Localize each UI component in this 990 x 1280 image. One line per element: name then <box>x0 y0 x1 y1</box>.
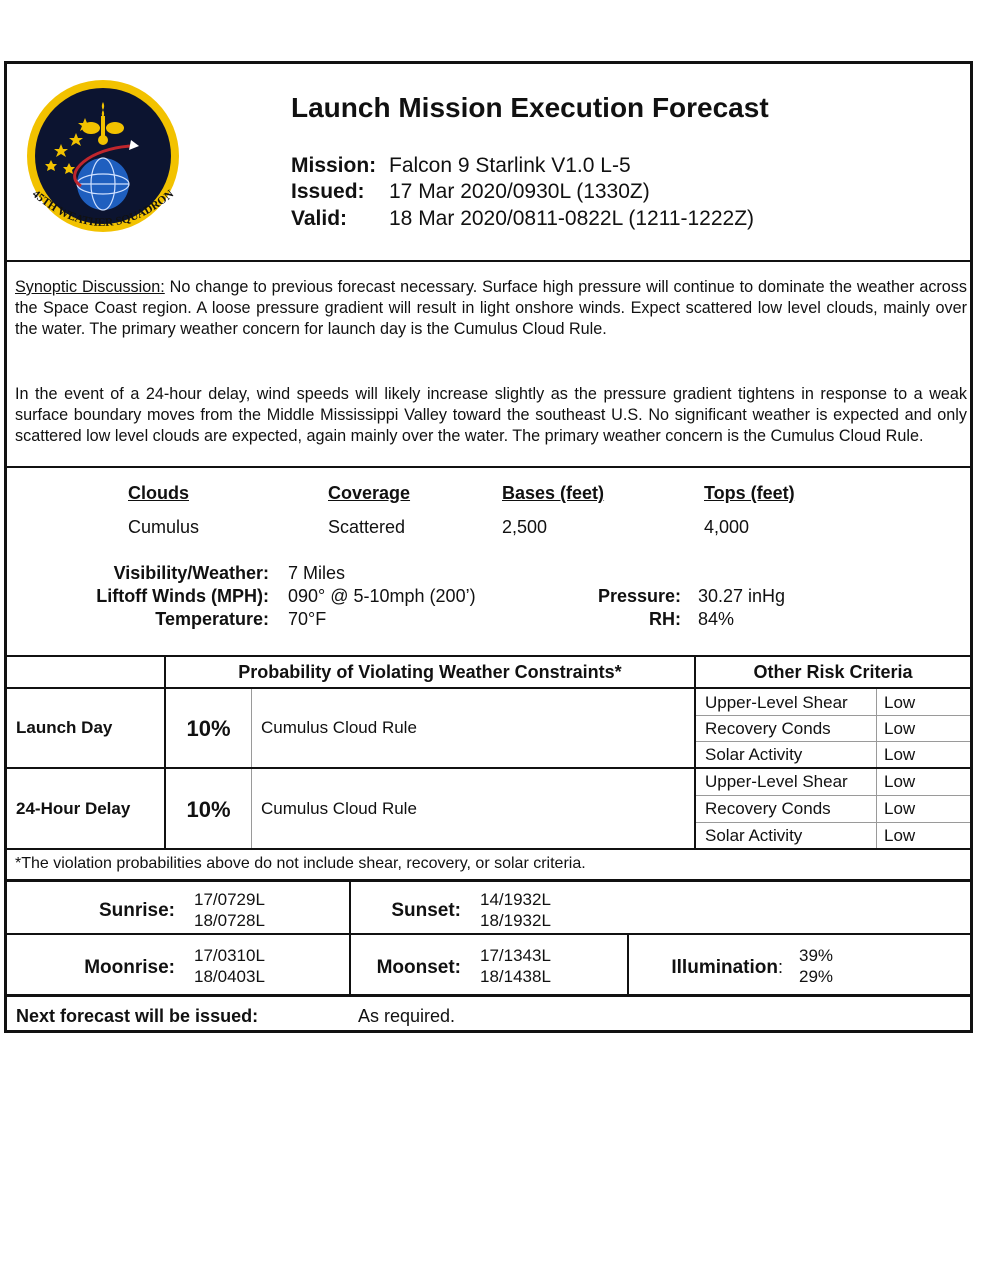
divider <box>7 879 970 882</box>
risk-level: Low <box>884 693 916 712</box>
risk-name: Solar Activity <box>705 745 803 764</box>
other-risk-header: Other Risk Criteria <box>753 662 913 682</box>
winds-value: 090° @ 5-10mph (200’) <box>288 586 476 606</box>
probability-header: Probability of Violating Weather Constraints* <box>238 662 622 682</box>
rh-value: 84% <box>698 609 735 629</box>
next-forecast-value: As required. <box>358 1006 456 1026</box>
discussion-paragraph-1: No change to previous forecast necessary. Surface high pressure will continue to dominate the weather across the Space Coast region. A loose pressure gradient will result in light onshore winds. Expect scattered low level clouds, mainly over the water. The primary weather concern for launch day is the Cumulus Cloud Rule. <box>15 278 967 338</box>
probability-footnote: *The violation probabilities above do not include shear, recovery, or solar criteria. <box>15 855 586 872</box>
valid-label: Valid: <box>291 207 348 230</box>
divider <box>696 715 970 716</box>
winds-label: Liftoff Winds (MPH): <box>96 586 269 606</box>
visibility-value: 7 Miles <box>288 563 346 583</box>
issued-label: Issued: <box>291 180 365 203</box>
illumination-label: Illumination <box>671 957 778 978</box>
cloud-coverage: Scattered <box>328 517 406 537</box>
risk-level: Low <box>884 826 916 845</box>
illumination-day-1: 39% <box>799 946 834 965</box>
mission-label: Mission: <box>291 154 377 177</box>
discussion-label: Synoptic Discussion: <box>15 278 165 296</box>
sunrise-day-2: 18/0728L <box>194 911 265 930</box>
visibility-label: Visibility/Weather: <box>113 563 269 583</box>
divider <box>349 881 351 994</box>
divider <box>7 655 970 657</box>
delay-percent: 10% <box>186 797 231 822</box>
issued-value: 17 Mar 2020/0930L (1330Z) <box>389 180 650 203</box>
risk-name: Solar Activity <box>705 826 803 845</box>
delay-rule: Cumulus Cloud Rule <box>261 799 417 818</box>
moonrise-day-1: 17/0310L <box>194 946 265 965</box>
risk-name: Upper-Level Shear <box>705 693 848 712</box>
pressure-value: 30.27 inHg <box>698 586 786 606</box>
divider <box>7 767 970 769</box>
launch-day-label: Launch Day <box>16 718 113 737</box>
divider <box>7 848 970 850</box>
divider <box>7 687 970 689</box>
risk-name: Recovery Conds <box>705 719 831 738</box>
launch-day-percent: 10% <box>186 716 231 741</box>
divider <box>696 795 970 796</box>
valid-value: 18 Mar 2020/0811-0822L (1211-1222Z) <box>389 207 755 230</box>
divider <box>696 822 970 823</box>
sunset-day-2: 18/1932L <box>480 911 551 930</box>
risk-name: Upper-Level Shear <box>705 772 848 791</box>
launch-day-rule: Cumulus Cloud Rule <box>261 718 417 737</box>
illumination-label-group <box>637 957 783 979</box>
cloud-tops: 4,000 <box>704 517 750 537</box>
coverage-header: Coverage <box>328 483 411 503</box>
cloud-type: Cumulus <box>128 517 200 537</box>
sunset-label: Sunset: <box>391 900 461 921</box>
risk-level: Low <box>884 799 916 818</box>
illumination-values <box>799 945 833 987</box>
moonset-day-1: 17/1343L <box>480 946 551 965</box>
risk-level: Low <box>884 745 916 764</box>
delay-label: 24-Hour Delay <box>16 799 131 818</box>
forecast-sheet <box>4 61 973 1033</box>
moonrise-label: Moonrise: <box>84 957 175 978</box>
sunrise-times <box>194 889 265 931</box>
discussion-paragraph-2: In the event of a 24-hour delay, wind speeds will likely increase slightly as the pressure gradient tightens in response to a weak surface boundary moves from the Middle Mississippi Valley toward the southeast U.S. No significant weather is expected and only scattered low level clouds are expected, again mainly over the water. The primary weather concern is the Cumulus Cloud Rule. <box>15 385 967 445</box>
divider <box>7 260 970 262</box>
risk-level: Low <box>884 719 916 738</box>
temperature-value: 70°F <box>288 609 327 629</box>
divider <box>694 655 696 849</box>
sunset-day-1: 14/1932L <box>480 890 551 909</box>
moonrise-times <box>194 945 265 987</box>
divider <box>627 934 629 994</box>
next-forecast-label: Next forecast will be issued: <box>16 1006 259 1026</box>
divider <box>7 933 970 935</box>
moonrise-day-2: 18/0403L <box>194 967 265 986</box>
bases-header: Bases (feet) <box>502 483 605 503</box>
divider <box>7 466 970 468</box>
rh-label: RH: <box>649 609 681 629</box>
temperature-label: Temperature: <box>155 609 269 629</box>
svg-text:45TH WEATHER SQUADRON: 45TH WEATHER SQUADRON <box>29 188 177 230</box>
tops-header: Tops (feet) <box>704 483 795 503</box>
moonset-day-2: 18/1438L <box>480 967 551 986</box>
cloud-bases: 2,500 <box>502 517 548 537</box>
moonset-times <box>480 945 551 987</box>
risk-level: Low <box>884 772 916 791</box>
clouds-header: Clouds <box>128 483 189 503</box>
synoptic-discussion <box>15 277 967 340</box>
illumination-colon: : <box>777 957 783 977</box>
mission-value: Falcon 9 Starlink V1.0 L-5 <box>389 154 631 177</box>
risk-name: Recovery Conds <box>705 799 831 818</box>
divider <box>7 994 970 997</box>
sunrise-label: Sunrise: <box>98 900 175 921</box>
page-title: Launch Mission Execution Forecast <box>291 92 769 123</box>
divider <box>696 741 970 742</box>
sunrise-day-1: 17/0729L <box>194 890 265 909</box>
illumination-day-2: 29% <box>799 967 834 986</box>
moonset-label: Moonset: <box>376 957 461 978</box>
squadron-logo <box>21 78 185 248</box>
sunset-times <box>480 889 551 931</box>
pressure-label: Pressure: <box>597 586 681 606</box>
